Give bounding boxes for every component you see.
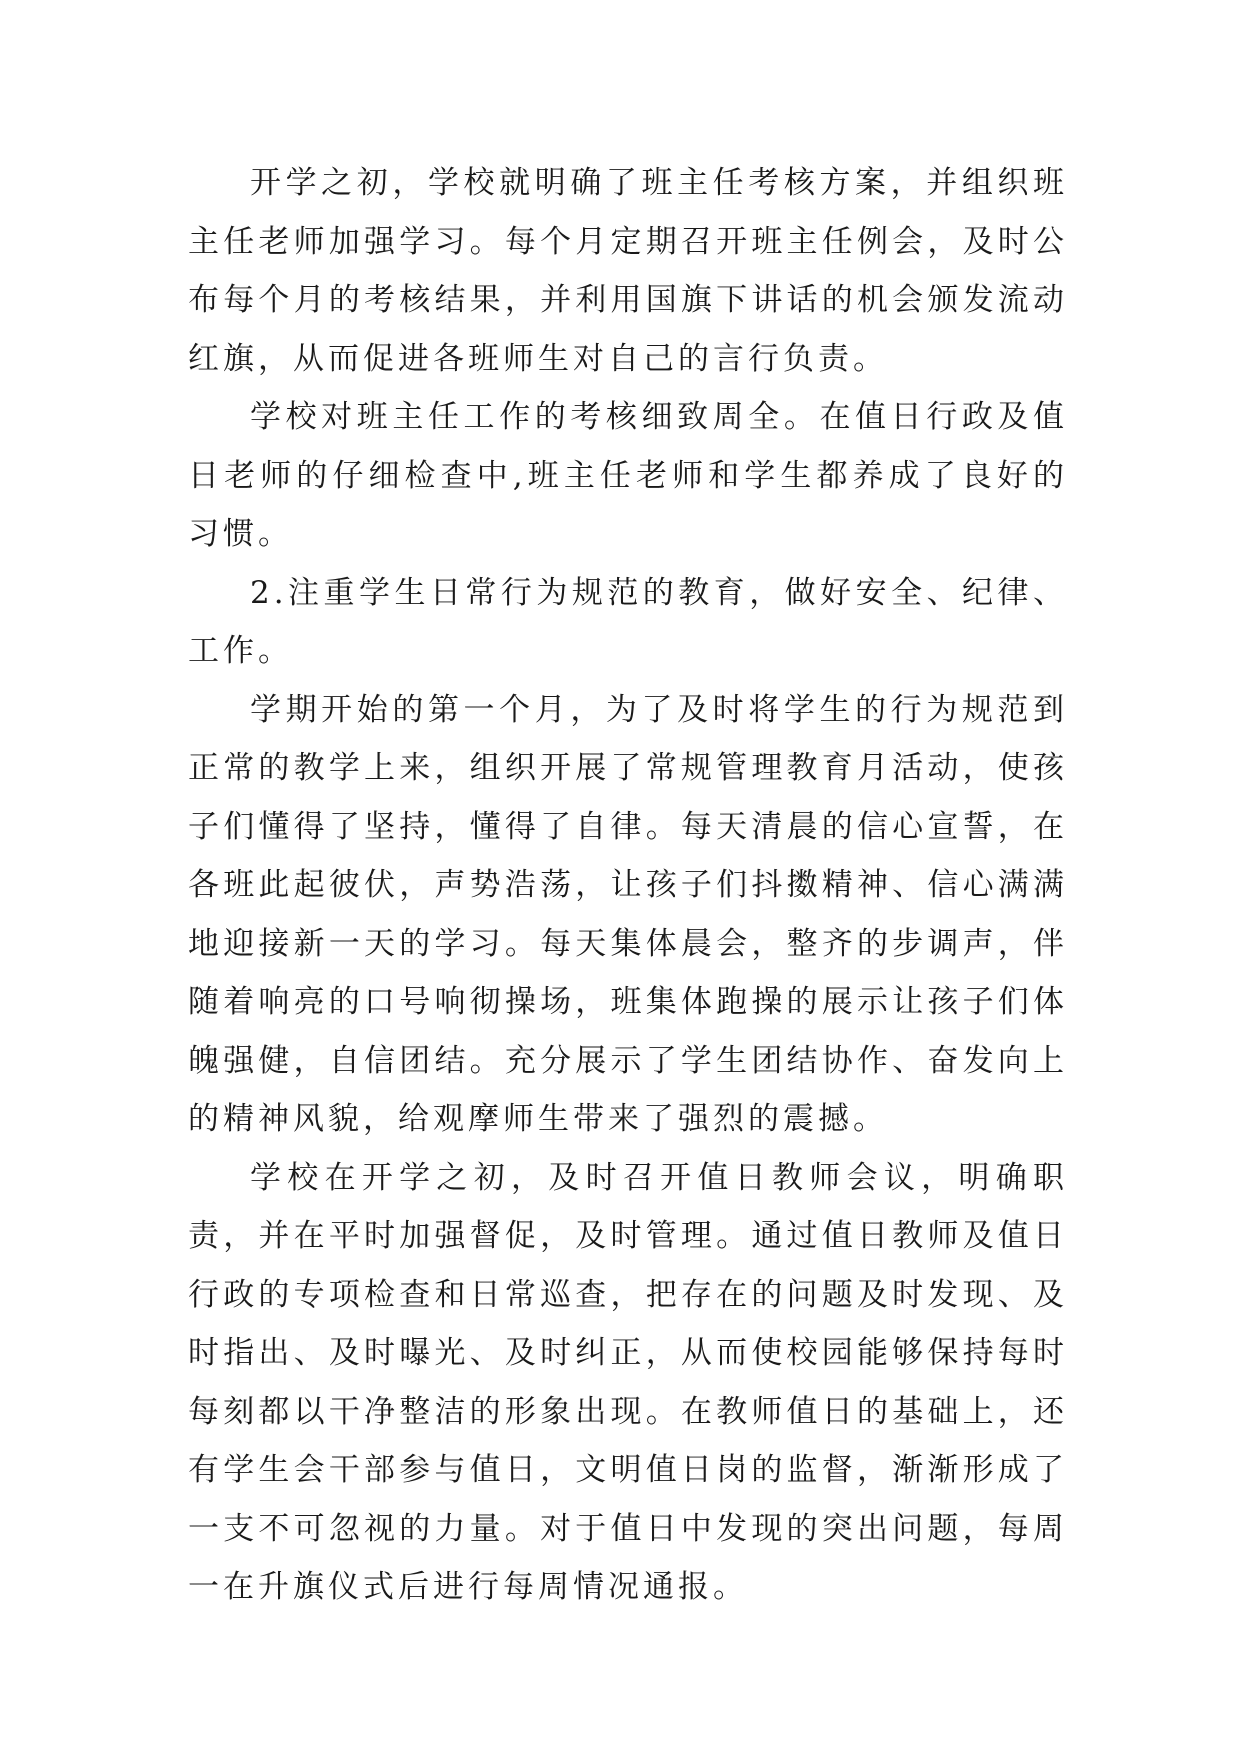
paragraph-2: 学校对班主任工作的考核细致周全。在值日行政及值日老师的仔细检查中,班主任老师和学生都养成了良好的习惯。: [188, 399, 1068, 552]
paragraph-5: 学校在开学之初，及时召开值日教师会议，明确职责，并在平时加强督促，及时管理。通过值日教师及值日行政的专项检查和日常巡查，把存在的问题及时发现、及时指出、及时曝光、及时纠正，从而使校园能够保持每时每刻都以干净整洁的形象出现。在教师值日的基础上，还有学生会干部参与值日，文明值日岗的监督，渐渐形成了一支不可忽视的力量。对于值日中发现的突出问题，每周一在升旗仪式后进行每周情况通报。: [188, 1159, 1068, 1605]
paragraph-3: 2.注重学生日常行为规范的教育，做好安全、纪律、工作。: [188, 574, 1068, 669]
paragraph-1: 开学之初，学校就明确了班主任考核方案，并组织班主任老师加强学习。每个月定期召开班主任例会，及时公布每个月的考核结果，并利用国旗下讲话的机会颁发流动红旗，从而促进各班师生对自己的言行负责。: [188, 165, 1068, 377]
document-body: [188, 154, 1068, 1617]
paragraph-4: 学期开始的第一个月，为了及时将学生的行为规范到正常的教学上来，组织开展了常规管理教育月活动，使孩子们懂得了坚持，懂得了自律。每天清晨的信心宣誓，在各班此起彼伏，声势浩荡，让孩子们抖擞精神、信心满满地迎接新一天的学习。每天集体晨会，整齐的步调声，伴随着响亮的口号响彻操场，班集体跑操的展示让孩子们体魄强健，自信团结。充分展示了学生团结协作、奋发向上的精神风貌，给观摩师生带来了强烈的震撼。: [188, 691, 1068, 1137]
